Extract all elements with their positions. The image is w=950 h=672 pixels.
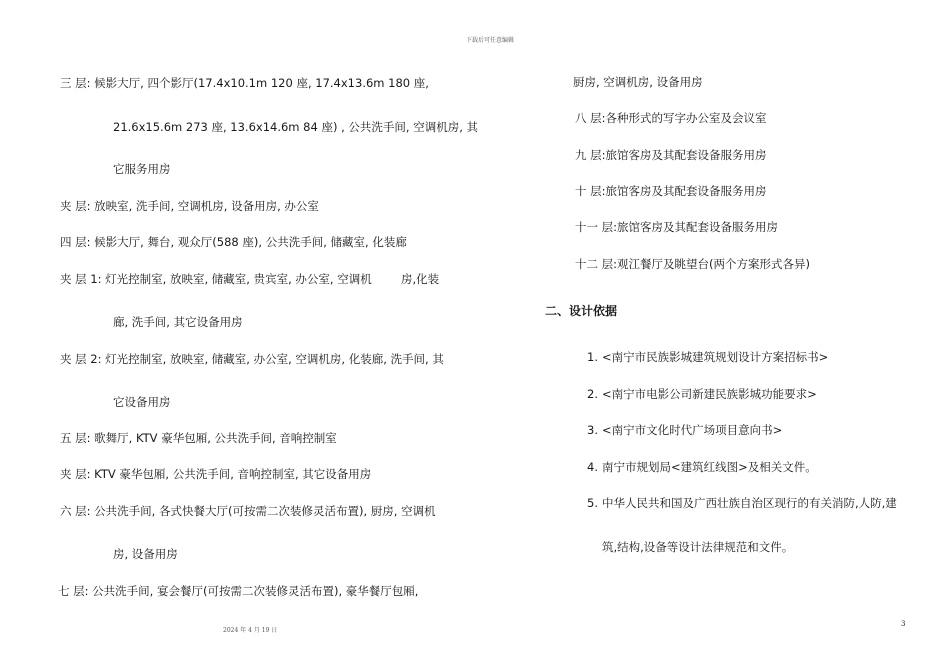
basis-number: 5. <box>587 496 598 510</box>
basis-item-5-continued: 筑,结构,设备等设计法律规范和文件。 <box>602 540 794 554</box>
floor-8-line: 八 层:各种形式的写字办公室及会议室 <box>575 111 767 125</box>
mezzanine-2-line-1: 夹 层 2: 灯光控制室, 放映室, 储藏室, 办公室, 空调机房, 化装廊, 洗手间, 其 <box>60 352 444 366</box>
basis-text: 南宁市规划局<建筑红线图>及相关文件。 <box>602 460 817 474</box>
floor-3-line-2: 21.6x15.6m 273 座, 13.6x14.6m 84 座) , 公共洗手间, 空调机房, 其 <box>113 120 479 134</box>
basis-text: 中华人民共和国及广西壮族自治区现行的有关消防,人防,建 <box>602 496 897 510</box>
mezzanine-1-line-1-end: 房,化装 <box>401 272 440 286</box>
mezzanine-line: 夹 层: 放映室, 洗手间, 空调机房, 设备用房, 办公室 <box>60 199 319 213</box>
footer-date: 2024 年 4 月 19 日 <box>223 627 278 634</box>
basis-number: 2. <box>587 387 598 401</box>
floor-12-line: 十二 层:观江餐厅及眺望台(两个方案形式各异) <box>575 257 811 271</box>
section-title: 二、设计依据 <box>545 304 618 318</box>
floor-10-line: 十 层:旅馆客房及其配套设备服务用房 <box>575 184 767 198</box>
floor-7-line-1: 七 层: 公共洗手间, 宴会餐厅(可按需二次装修灵活布置), 豪华餐厅包厢, <box>58 584 419 598</box>
floor-3-line-1: 三 层: 候影大厅, 四个影厅(17.4x10.1m 120 座, 17.4x13.6m 180 座, <box>60 76 429 90</box>
basis-text: <南宁市文化时代广场项目意向书> <box>602 423 783 437</box>
basis-number: 1. <box>587 350 598 364</box>
basis-number: 3. <box>587 423 598 437</box>
floor-4-line: 四 层: 候影大厅, 舞台, 观众厅(588 座), 公共洗手间, 储藏室, 化装廊 <box>60 235 407 249</box>
floor-3-line-3: 它服务用房 <box>113 162 171 176</box>
mezzanine-1-line-2: 廊, 洗手间, 其它设备用房 <box>113 315 243 329</box>
floor-5-line: 五 层: 歌舞厅, KTV 豪华包厢, 公共洗手间, 音响控制室 <box>60 431 337 445</box>
floor-11-line: 十一 层:旅馆客房及其配套设备服务用房 <box>575 220 779 234</box>
basis-number: 4. <box>587 460 598 474</box>
header-note: 下载后可任意编辑 <box>466 37 515 44</box>
floor-6-line-2: 房, 设备用房 <box>113 547 178 561</box>
floor-6-line-1: 六 层: 公共洗手间, 各式快餐大厅(可按需二次装修灵活布置), 厨房, 空调机 <box>60 504 436 518</box>
floor-9-line: 九 层:旅馆客房及其配套设备服务用房 <box>575 148 767 162</box>
mezzanine-1-line-1: 夹 层 1: 灯光控制室, 放映室, 储藏室, 贵宾室, 办公室, 空调机 <box>60 272 372 286</box>
basis-text: <南宁市民族影城建筑规划设计方案招标书> <box>602 350 829 364</box>
mezzanine-5-line: 夹 层: KTV 豪华包厢, 公共洗手间, 音响控制室, 其它设备用房 <box>60 467 372 481</box>
floor-7-line-2: 厨房, 空调机房, 设备用房 <box>573 75 703 89</box>
mezzanine-2-line-2: 它设备用房 <box>113 395 171 409</box>
page-number: 3 <box>901 620 906 628</box>
basis-text: <南宁市电影公司新建民族影城功能要求> <box>602 387 817 401</box>
